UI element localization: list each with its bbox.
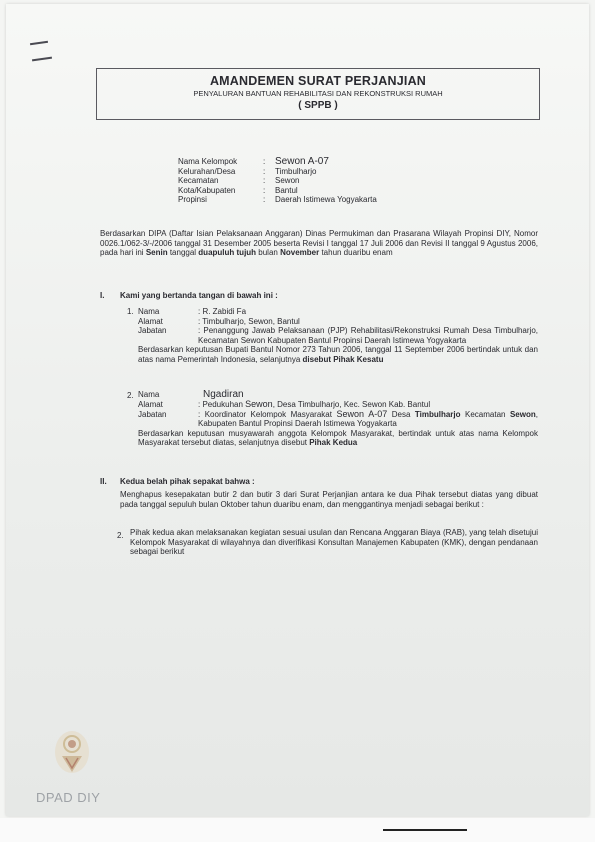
info-row [178, 176, 377, 186]
party-2-designation: Pihak Kedua [309, 438, 358, 448]
address-hamlet: Sewon [245, 399, 273, 409]
alamat-label: Alamat [138, 316, 163, 326]
info-colon: : [263, 157, 266, 166]
info-row [178, 186, 377, 196]
section-1-title: Kami yang bertanda tangan di bawah ini : [120, 291, 278, 300]
nama-label: Nama [138, 307, 160, 316]
party-1-position: : Penanggung Jawab Pelaksanaan (PJP) Rehabilitasi/Rekonstruksi Rumah Desa Timbulharjo, Kecamatan Sewon Kabupaten Bantul Propinsi Daerah Istimewa Yogyakarta [198, 326, 538, 345]
info-value: Sewon A-07 [275, 156, 329, 167]
document-title: AMANDEMEN SURAT PERJANJIAN [209, 74, 427, 88]
section-2-title: Kedua belah pihak sepakat bahwa : [120, 477, 255, 486]
party-2-position [198, 410, 538, 429]
alamat-label: Alamat [138, 400, 163, 409]
address-text: , Desa Timbulharjo, Kec. Sewon Kab. Bantul [272, 400, 431, 409]
info-row [178, 167, 377, 177]
intro-text: tahun duaribu enam [319, 248, 393, 258]
intro-text: Berdasarkan DIPA (Daftar Isian Pelaksanaan Anggaran) Dinas Permukiman dan Prasarana Wilayah Propinsi DIY, Nomor 0026.1/062-3/-/2006 tanggal 31 Desember 2005 beserta Revisi I tanggal 17 Juli 2006 dan Revisi II tanggal 9 Agustus 2006, pada hari ini [100, 229, 538, 258]
info-colon: : [263, 176, 266, 186]
info-row [178, 195, 377, 205]
intro-paragraph [100, 229, 538, 258]
intro-date: duapuluh tujuh [198, 248, 257, 258]
party-1-position-row [138, 326, 538, 345]
footer-underline [383, 829, 467, 831]
position-district: Sewon [509, 409, 536, 419]
info-colon: : [263, 185, 266, 195]
party-1-address-row [138, 317, 538, 327]
party-1-designation: disebut Pihak Kesatu [302, 354, 384, 364]
party-2-name-text: Ngadiran [203, 389, 244, 400]
crest-stamp-icon [52, 728, 92, 778]
info-label: Nama Kelompok [178, 157, 238, 166]
document-subtitle: PENYALURAN BANTUAN REHABILITASI DAN REKONSTRUKSI RUMAH [193, 89, 443, 98]
jabatan-label: Jabatan [138, 326, 167, 336]
party-2-block [138, 389, 538, 448]
section-2-number: II. [100, 477, 107, 486]
info-label: Kecamatan [178, 176, 219, 186]
intro-month: November [280, 248, 320, 258]
position-village: Timbulharjo [414, 409, 461, 419]
party-2-number: 2. [127, 391, 134, 400]
position-group: Sewon A-07 [336, 408, 388, 419]
position-text: Desa [387, 409, 415, 419]
position-text: , Kabupaten Bantul Propinsi Daerah Istimewa Yogyakarta [198, 409, 538, 429]
info-colon: : [263, 166, 266, 176]
intro-text: bulan [256, 248, 281, 258]
party-1-basis-text: Berdasarkan keputusan Bupati Bantul Nomor 273 Tahun 2006, tanggal 11 September 2006 bertindak untuk dan atas nama Pemerintah Indonesia, selanjutnya [138, 345, 538, 364]
party-1-basis [138, 345, 538, 364]
section-2-item-2: Pihak kedua akan melaksanakan kegiatan sesuai usulan dan Rencana Anggaran Biaya (RAB), yang telah disetujui Kelompok Masyarakat di wilayahnya dan diverifikasi Konsultan Manajemen Kabupaten (KMK), dengan pendanaan sebagai berikut [130, 528, 538, 557]
address-text: : Pedukuhan [198, 400, 246, 409]
watermark-text: DPAD DIY [36, 790, 101, 805]
info-value: Daerah Istimewa Yogyakarta [275, 195, 377, 205]
position-text: : Koordinator Kelompok Masyarakat [198, 409, 337, 419]
section-1-number: I. [100, 291, 105, 300]
party-2-basis [138, 429, 538, 448]
info-label: Kota/Kabupaten [178, 185, 236, 195]
nama-label: Nama [138, 390, 160, 399]
title-box [96, 68, 540, 120]
document-code: ( SPPB ) [298, 100, 338, 111]
info-value: Timbulharjo [275, 166, 317, 176]
party-1-address: : Timbulharjo, Sewon, Bantul [198, 316, 300, 326]
scan-bottom-margin [0, 818, 595, 842]
party-2-position-row [138, 410, 538, 429]
party-1-block [138, 307, 538, 365]
party-2-basis-text: Berdasarkan keputusan musyawarah anggota Kelompok Masyarakat, bertindak untuk atas nama Kelompok Masyarakat tersebut diatas, selanjutnya disebut [138, 428, 538, 448]
jabatan-label: Jabatan [138, 409, 167, 419]
position-text: Kecamatan [460, 409, 510, 419]
info-label: Kelurahan/Desa [178, 166, 236, 176]
intro-day: Senin [145, 248, 168, 258]
info-value: Bantul [275, 185, 298, 195]
group-info-block [178, 157, 377, 205]
info-label: Propinsi [178, 195, 207, 205]
section-2-item-number: 2. [117, 531, 124, 540]
party-1-name: : R. Zabidi Fa [198, 307, 247, 316]
info-colon: : [263, 195, 266, 205]
info-value: Sewon [275, 176, 300, 186]
party-1-number: 1. [127, 307, 134, 316]
party-2-name-row [138, 389, 538, 400]
info-row [178, 157, 377, 167]
section-2-paragraph: Menghapus kesepakatan butir 2 dan butir 3 dari Surat Perjanjian antara ke dua Pihak tersebut diatas yang dibuat pada tanggal sepuluh bulan Oktober tahun duaribu enam, dan menggantinya menjadi sebagai berikut : [120, 490, 538, 509]
intro-text: tanggal [167, 248, 199, 258]
party-1-name-row [138, 307, 538, 317]
